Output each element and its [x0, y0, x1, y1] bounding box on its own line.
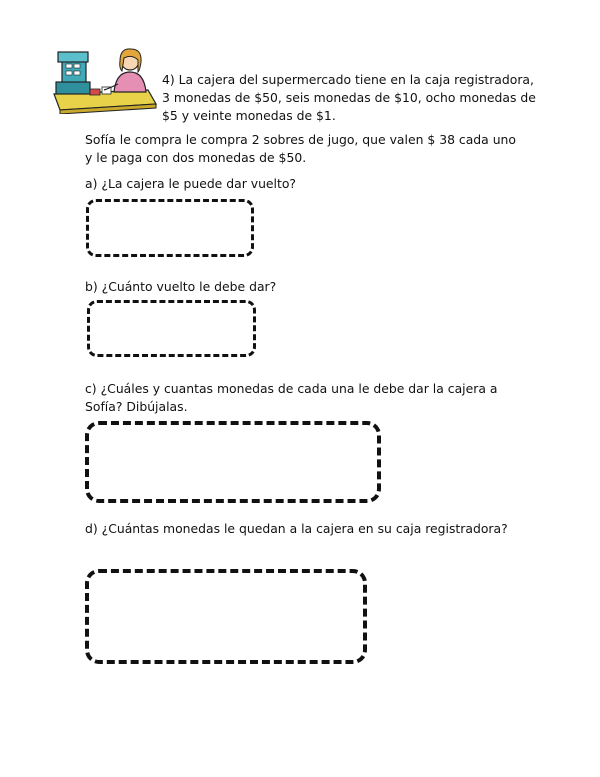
- problem-intro: 4) La cajera del supermercado tiene en la caja registradora, 3 monedas de $50, seis monedas de $10, ocho monedas de $5 y veinte monedas de $1.: [162, 72, 536, 123]
- cashier-register-icon: [52, 44, 157, 114]
- answer-box-c[interactable]: [85, 421, 381, 503]
- problem-statement: Sofía le compra le compra 2 sobres de jugo, que valen $ 38 cada uno y le paga con dos monedas de $50.: [85, 132, 516, 165]
- question-a: a) ¿La cajera le puede dar vuelto?: [85, 176, 297, 191]
- question-d: d) ¿Cuántas monedas le quedan a la cajera en su caja registradora?: [85, 521, 508, 536]
- answer-box-b[interactable]: [87, 300, 256, 357]
- answer-box-d[interactable]: [85, 569, 367, 664]
- answer-box-a[interactable]: [86, 199, 254, 257]
- question-b: b) ¿Cuánto vuelto le debe dar?: [85, 279, 277, 294]
- question-c: c) ¿Cuáles y cuantas monedas de cada una le debe dar la cajera a Sofía? Dibújalas.: [85, 381, 498, 414]
